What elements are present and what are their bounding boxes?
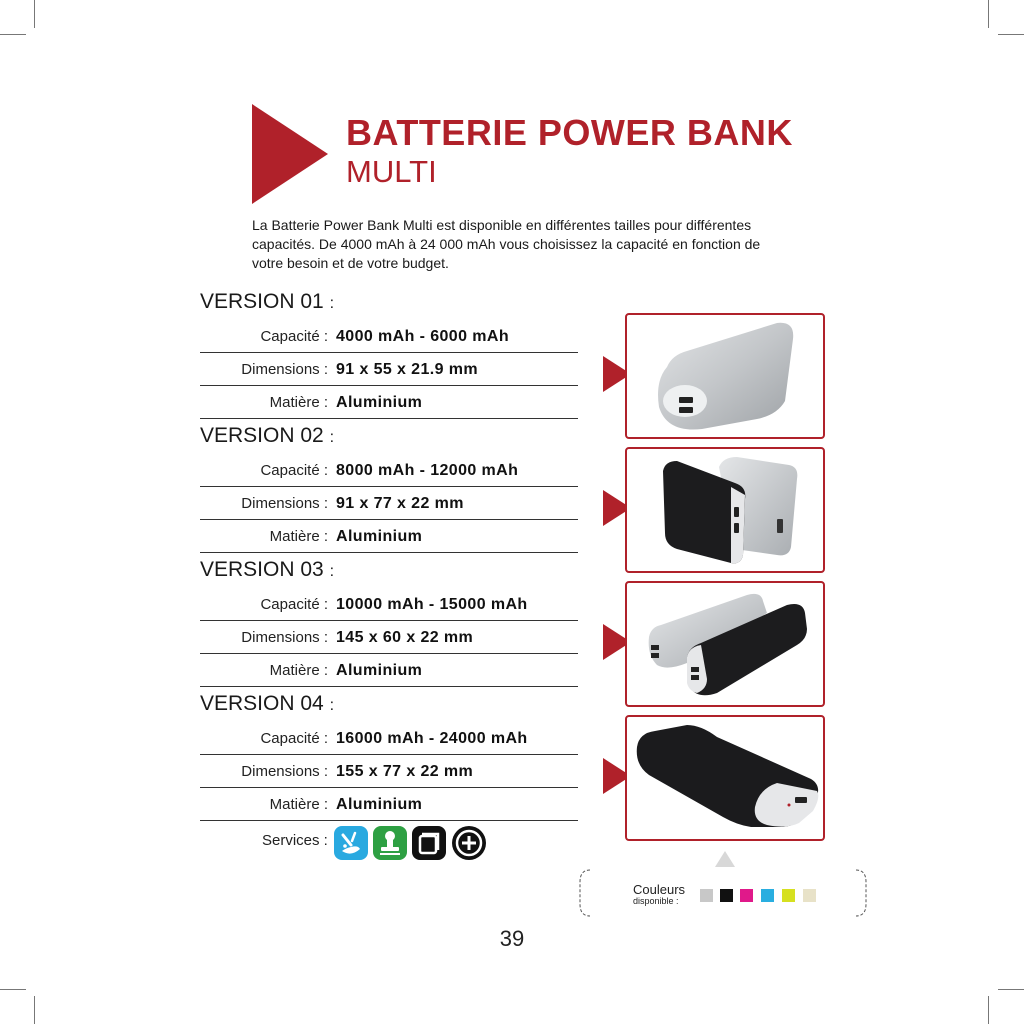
version-04-product-image — [625, 715, 825, 841]
spec-row-dimensions — [200, 755, 578, 788]
spec-row-capacity — [200, 454, 578, 487]
spec-row-capacity — [200, 722, 578, 755]
spec-value: 16000 mAh - 24000 mAh — [336, 730, 528, 747]
page-subtitle: MULTI — [346, 154, 437, 189]
spec-label: Matière : — [269, 796, 328, 813]
spec-value: 91 x 77 x 22 mm — [336, 495, 464, 512]
spec-value: 8000 mAh - 12000 mAh — [336, 462, 519, 479]
services-label: Services : — [262, 832, 328, 849]
spec-value: Aluminium — [336, 394, 423, 411]
crop-mark — [988, 996, 989, 1024]
spec-value: Aluminium — [336, 528, 423, 545]
spec-label: Matière : — [269, 528, 328, 545]
colors-pointer-triangle-icon — [715, 851, 735, 867]
crop-mark — [998, 34, 1024, 35]
crop-mark — [34, 0, 35, 28]
version-03-title: VERSION 03 : — [200, 558, 335, 581]
spec-value: 91 x 55 x 21.9 mm — [336, 361, 479, 378]
title-play-triangle-icon — [252, 104, 328, 204]
spec-row-capacity — [200, 320, 578, 353]
spec-row-material — [200, 788, 578, 821]
spec-label: Capacité : — [260, 730, 328, 747]
spec-row-material — [200, 386, 578, 419]
crop-mark — [998, 989, 1024, 990]
version-02-product-image — [625, 447, 825, 573]
version-01-title: VERSION 01 : — [200, 290, 335, 313]
spec-row-dimensions — [200, 353, 578, 386]
spec-row-material — [200, 654, 578, 687]
color-swatch-gold — [803, 889, 816, 902]
box-packaging-icon — [412, 826, 446, 860]
version-02-title: VERSION 02 : — [200, 424, 335, 447]
crop-mark — [988, 0, 989, 28]
color-swatch-silver — [700, 889, 713, 902]
spec-value: 155 x 77 x 22 mm — [336, 763, 474, 780]
crop-mark — [34, 996, 35, 1024]
spec-label: Capacité : — [260, 596, 328, 613]
spec-value: Aluminium — [336, 662, 423, 679]
spec-label: Matière : — [269, 662, 328, 679]
stamp-print-icon — [373, 826, 407, 860]
spec-label: Dimensions : — [241, 629, 328, 646]
spec-row-dimensions — [200, 621, 578, 654]
spec-value: Aluminium — [336, 796, 423, 813]
spec-label: Dimensions : — [241, 495, 328, 512]
page-title: BATTERIE POWER BANK — [346, 112, 793, 153]
intro-paragraph: La Batterie Power Bank Multi est disponible en différentes tailles pour différentes capacités. De 4000 mAh à 24 000 mAh vous choisissez la capacité en fonction de votre besoin et de votre budget. — [252, 217, 761, 271]
version-03-product-image — [625, 581, 825, 707]
spec-label: Capacité : — [260, 462, 328, 479]
color-swatch-lime — [782, 889, 795, 902]
colors-sublabel: disponible : — [633, 896, 679, 906]
laser-engraving-icon — [334, 826, 368, 860]
color-swatch-cyan — [761, 889, 774, 902]
spec-value: 145 x 60 x 22 mm — [336, 629, 474, 646]
spec-row-capacity — [200, 588, 578, 621]
crop-mark — [0, 34, 26, 35]
page-number: 39 — [499, 926, 525, 951]
spec-value: 4000 mAh - 6000 mAh — [336, 328, 510, 345]
version-04-title: VERSION 04 : — [200, 692, 335, 715]
spec-row-dimensions — [200, 487, 578, 520]
colors-label: Couleurs — [633, 882, 686, 897]
plus-option-icon — [452, 826, 486, 860]
spec-label: Matière : — [269, 394, 328, 411]
spec-value: 10000 mAh - 15000 mAh — [336, 596, 528, 613]
color-swatch-magenta — [740, 889, 753, 902]
spec-label: Dimensions : — [241, 763, 328, 780]
color-swatch-black — [720, 889, 733, 902]
spec-label: Capacité : — [260, 328, 328, 345]
crop-mark — [0, 989, 26, 990]
spec-row-material — [200, 520, 578, 553]
spec-label: Dimensions : — [241, 361, 328, 378]
version-01-product-image — [625, 313, 825, 439]
